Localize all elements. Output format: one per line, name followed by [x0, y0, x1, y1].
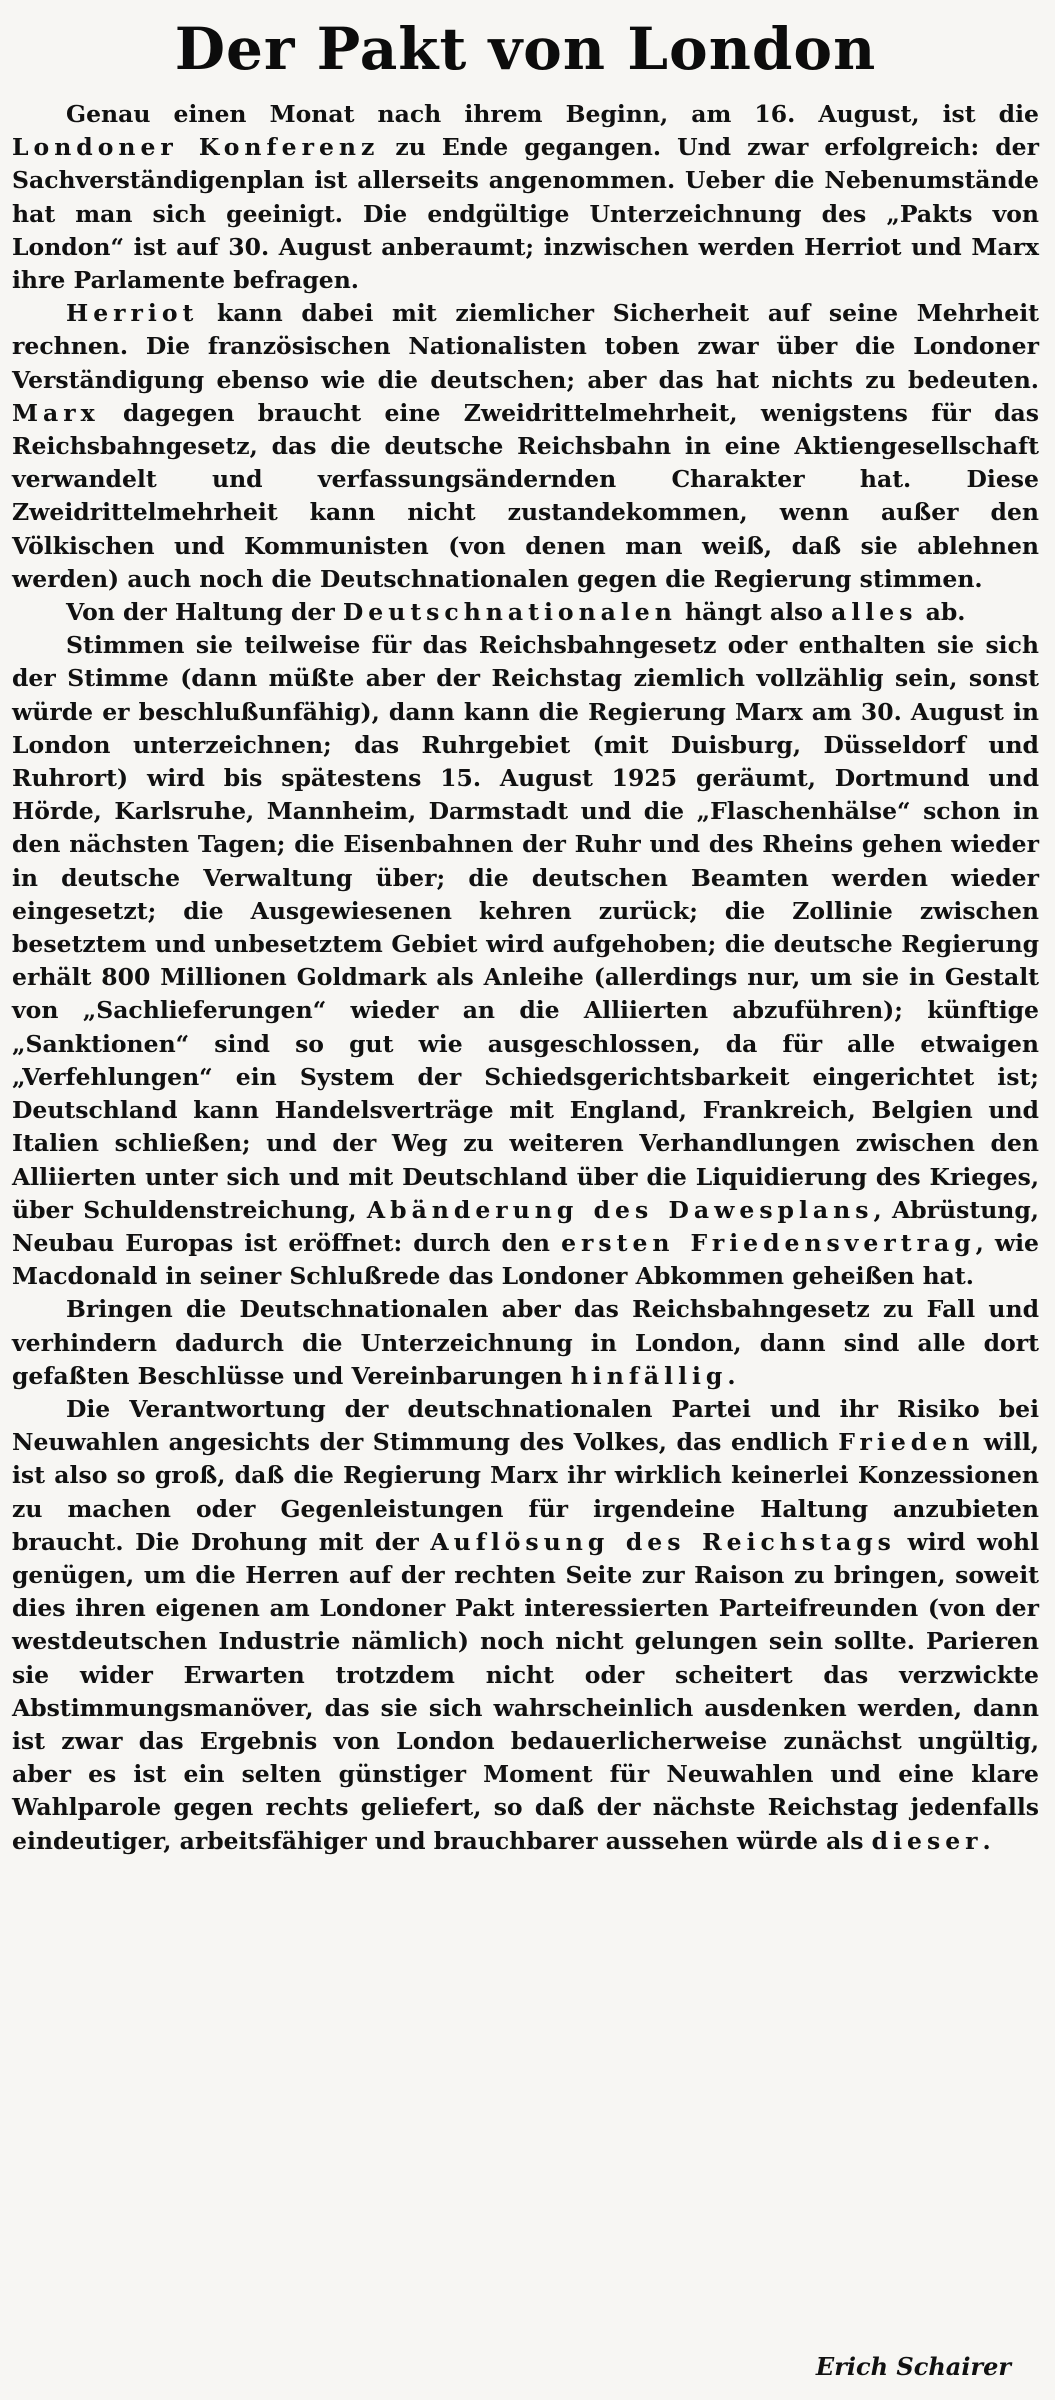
spaced-emphasis: Frieden — [838, 1428, 975, 1457]
author-signature: Erich Schairer — [815, 2352, 1011, 2381]
text-run: , Abrüstung, Neubau Europas ist eröffnet: durch den — [12, 1195, 1039, 1257]
text-run: will, ist also so groß, daß die Regierung Marx ihr wirklich keinerlei Konzessionen zu machen oder Gegenleistungen für irgendeine Haltung anzubieten braucht. Die Drohung mit der — [12, 1428, 1040, 1556]
paragraph-5 — [12, 1293, 1039, 1393]
spaced-emphasis: dieser — [871, 1826, 983, 1855]
spaced-emphasis: Marx — [12, 398, 100, 427]
text-run: hängt also — [676, 598, 832, 627]
paragraph-3 — [12, 596, 1039, 629]
text-run: ab. — [917, 598, 966, 627]
article-title: Der Pakt von London — [174, 15, 877, 83]
paragraph-4 — [12, 629, 1039, 1293]
text-run: . — [727, 1361, 736, 1390]
text-run: , wie Macdonald in seiner Schlußrede das Londoner Abkommen geheißen hat. — [12, 1228, 1039, 1291]
text-run: kann dabei mit ziemlicher Sicherheit auf seine Mehrheit rechnen. Die französischen Nationalisten toben zwar über die Londoner Verständigung ebenso wie die deutschen; aber das hat nichts zu bedeuten. — [12, 299, 1039, 394]
spaced-emphasis: Deutschnationalen — [342, 598, 677, 627]
text-run: . — [982, 1826, 991, 1855]
paragraph-1 — [12, 98, 1039, 297]
text-run: Von der Haltung der — [66, 598, 343, 627]
text-run: Bringen die Deutschnationalen aber das Reichsbahngesetz zu Fall und verhindern dadurch die Unterzeichnung in London, dann sind alle dort gefaßten Beschlüsse und Vereinbarungen — [12, 1295, 1039, 1390]
paragraph-6 — [12, 1393, 1039, 1858]
paragraph-2 — [12, 297, 1039, 596]
spaced-emphasis: alles — [831, 598, 918, 627]
spaced-emphasis: Abänderung des Dawesplans — [366, 1195, 874, 1224]
text-run: Die Verantwortung der deutschnationalen Partei und ihr Risiko bei Neuwahlen angesichts der Stimmung des Volkes, das endlich — [12, 1394, 1039, 1457]
text-run: wird wohl genügen, um die Herren auf der rechten Seite zur Raison zu bringen, soweit dies ihren eigenen am Londoner Pakt interessierten Parteifreunden (von der westdeutschen Industrie nämlich) noch nicht gelungen sein sollte. Parieren sie wider Erwarten trotzdem nicht oder scheitert das verzwickte Abstimmungsmanöver, das sie sich wahrscheinlich ausdenken werden, dann ist zwar das Ergebnis von London bedauerlicherweise zunächst ungültig, aber es ist ein selten günstiger Moment für Neuwahlen und eine klare Wahlparole gegen rechts geliefert, so daß der nächste Reichstag jedenfalls eindeutiger, arbeitsfähiger und brauchbarer aussehen würde als — [12, 1527, 1039, 1855]
spaced-emphasis: hinfällig — [570, 1361, 728, 1390]
article-body — [12, 98, 1039, 1858]
spaced-emphasis: ersten Friedensvertrag — [561, 1228, 976, 1257]
text-run: dagegen braucht eine Zweidrittelmehrheit, wenigstens für das Reichsbahngesetz, das die deutsche Reichsbahn in eine Aktiengesellschaft verwandelt und verfassungsändernden Charakter hat. Diese Zweidrittelmehrheit kann nicht zustandekommen, wenn außer den Völkischen und Kommunisten (von denen man weiß, daß sie ablehnen werden) auch noch die Deutschnationalen gegen die Regierung stimmen. — [12, 398, 1039, 593]
spaced-emphasis: Herriot — [66, 299, 199, 328]
spaced-emphasis: Auflösung des Reichstags — [430, 1527, 896, 1556]
text-run: Stimmen sie teilweise für das Reichsbahngesetz oder enthalten sie sich der Stimme (dann müßte aber der Reichstag ziemlich vollzählig sein, sonst würde er beschlußunfähig), dann kann die Regierung Marx am 30. August in London unterzeichnen; das Ruhrgebiet (mit Duisburg, Düsseldorf und Ruhrort) wird bis spätestens 15. August 1925 geräumt, Dortmund und Hörde, Karlsruhe, Mannheim, Darmstadt und die „Flaschenhälse“ schon in den nächsten Tagen; die Eisenbahnen der Ruhr und des Rheins gehen wieder in deutsche Verwaltung über; die deutschen Beamten werden wieder eingesetzt; die Ausgewiesenen kehren zurück; die Zollinie zwischen besetztem und unbesetztem Gebiet wird aufgehoben; die deutsche Regierung erhält 800 Millionen Goldmark als Anleihe (allerdings nur, um sie in Gestalt von „Sachlieferungen“ wieder an die Alliierten abzuführen); künftige „Sanktionen“ sind so gut wie ausgeschlossen, da für alle etwaigen „Verfehlungen“ ein System der Schiedsgerichtsbarkeit eingerichtet ist; Deutschland kann Handelsverträge mit England, Frankreich, Belgien und Italien schließen; und der Weg zu weiteren Verhandlungen zwischen den Alliierten unter sich und mit Deutschland über die Liquidierung des Krieges, über Schuldenstreichung, — [12, 631, 1039, 1224]
spaced-emphasis: Londoner Konferenz — [12, 133, 380, 162]
text-run: Genau einen Monat nach ihrem Beginn, am 16. August, ist die — [66, 100, 1039, 128]
text-run: zu Ende gegangen. Und zwar erfolgreich: der Sachverständigenplan ist allerseits angenommen. Ueber die Nebenumstände hat man sich geeinigt. Die endgültige Unterzeichnung des „Pakts von London“ ist auf 30. August anberaumt; inzwischen werden Herriot und Marx ihre Parlamente befragen. — [12, 133, 1039, 295]
